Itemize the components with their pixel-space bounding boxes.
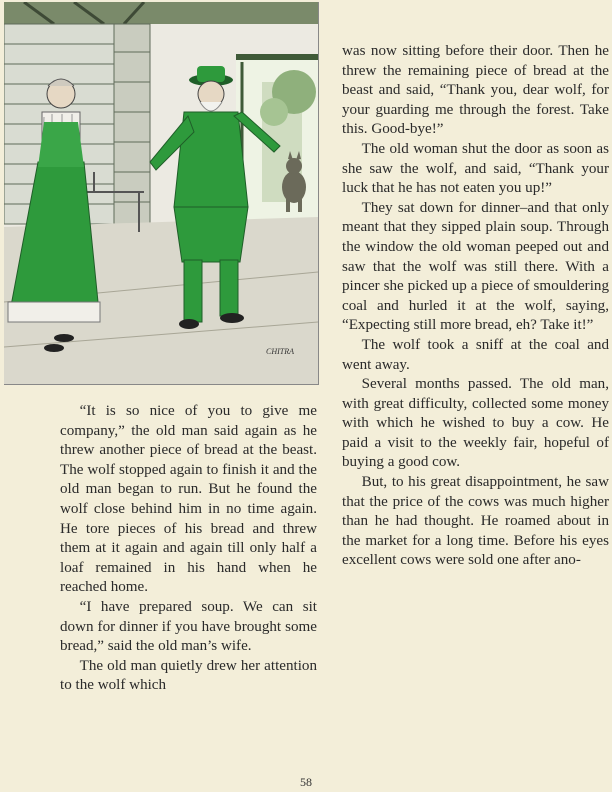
paragraph: “I have prepared soup. We can sit down for dinner if you have brought some bread,” said the old man’s wife.	[60, 598, 317, 655]
paragraph: The old man quietly drew her attention to the wolf which	[60, 657, 317, 694]
paragraph: “It is so nice of you to give me company,” the old man said again as he threw another piece of bread at the beast. The wolf stopped again to finish it and the old man began to run. But he found the wolf close behind him in no time again. He tore pieces of his bread and threw them at it again and again till only half a loaf remained in his hand when he reached home.	[60, 403, 317, 596]
paragraph: The wolf took a sniff at the coal and went away.	[342, 336, 609, 373]
paragraph: The old woman shut the door as soon as she saw the wolf, and said, “Thank your luck that he has not eaten you up!”	[342, 140, 609, 197]
left-text-column	[60, 402, 317, 696]
right-text-column	[342, 42, 609, 571]
paragraph: But, to his great disappointment, he saw that the price of the cows was much higher than he had thought. He roamed about in the market for a long time. Before his eyes excellent cows were sold one after ano-	[342, 474, 609, 569]
artist-signature: CHITRA	[266, 347, 294, 356]
paragraph: They sat down for dinner–and that only meant that they sipped plain soup. Through the window the old woman peeped out and saw that the wolf was still there. With a pincer she picked up a piece of smouldering coal and hurled it at the wolf, saying, “Expecting still more bread, eh? Take it!”	[342, 199, 609, 334]
paragraph: was now sitting before their door. Then he threw the remaining piece of bread at the beast and said, “Thank you, dear wolf, for your guarding me through the forest. Take this. Good-bye!”	[342, 43, 609, 138]
page-number: 58	[300, 775, 312, 789]
paragraph: Several months passed. The old man, with great difficulty, collected some money with which he wished to buy a cow. He paid a visit to the weekly fair, hopeful of buying a good cow.	[342, 376, 609, 471]
story-illustration	[4, 2, 319, 385]
